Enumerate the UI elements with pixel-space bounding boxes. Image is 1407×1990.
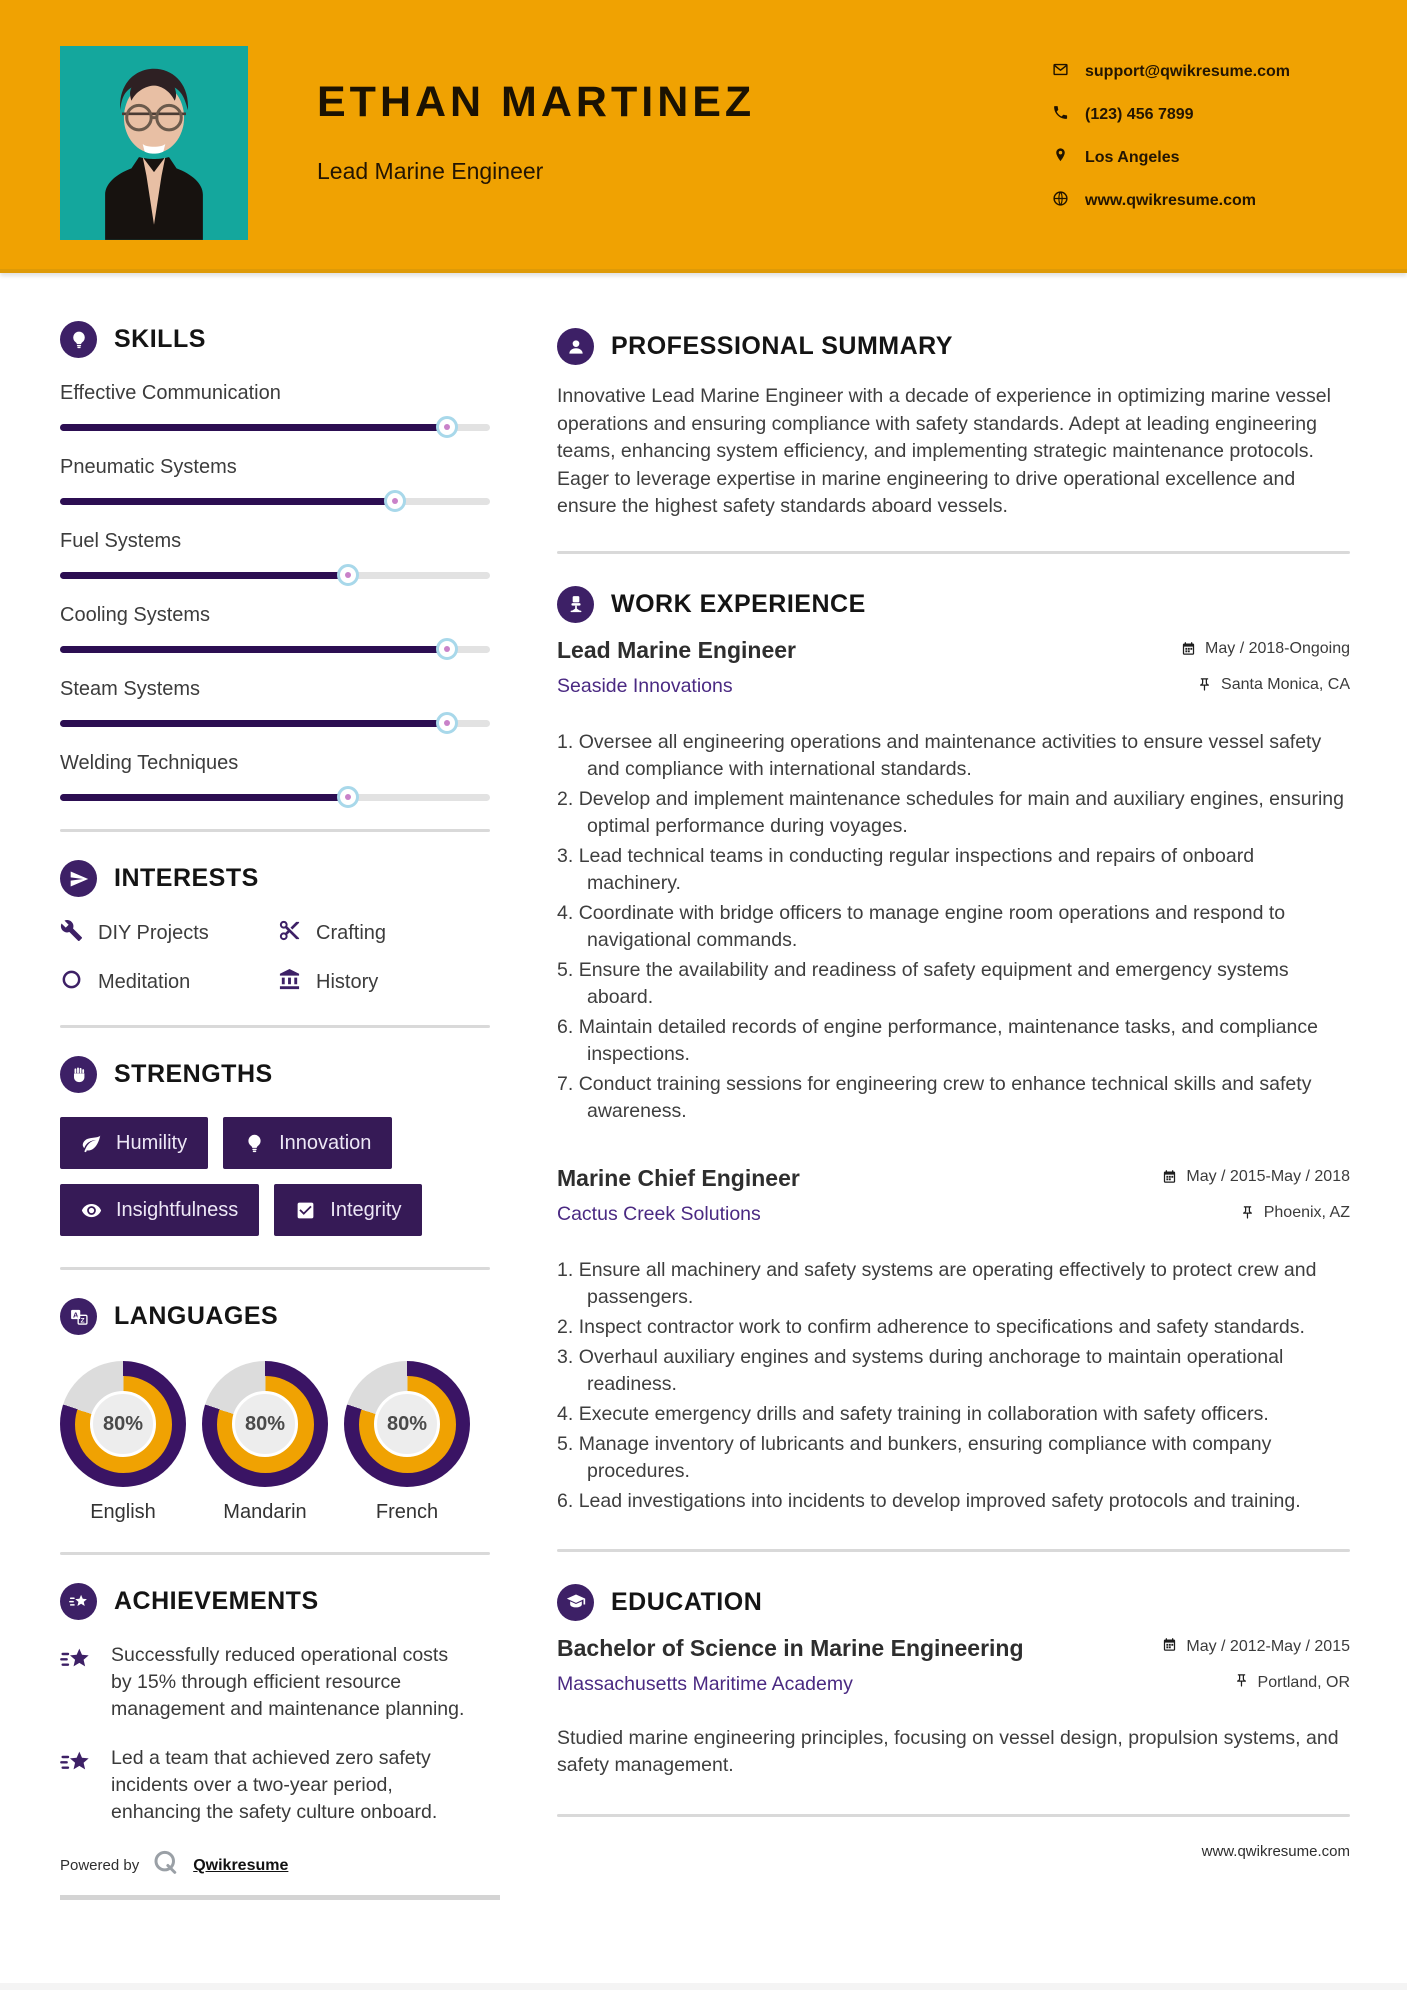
skills-section-header	[60, 321, 490, 358]
candidate-name: ETHAN MARTINEZ	[317, 78, 756, 126]
skill-slider[interactable]	[60, 498, 490, 505]
powered-by	[60, 1848, 490, 1883]
contact-text: www.qwikresume.com	[1085, 191, 1257, 209]
job-bullet: Inspect contractor work to confirm adherence to specifications and safety standards.	[578, 1315, 1305, 1338]
pin-icon	[1052, 147, 1069, 169]
contact-text: support@qwikresume.com	[1085, 62, 1290, 80]
skill-row	[60, 678, 490, 727]
skill-slider[interactable]	[60, 720, 490, 727]
job-bullet: Lead investigations into incidents to develop improved safety protocols and training.	[578, 1489, 1301, 1512]
interest-label: DIY Projects	[98, 922, 209, 944]
education-section-header	[557, 1584, 1350, 1621]
strengths-chips	[60, 1117, 490, 1251]
contact-globe[interactable]	[1052, 179, 1290, 222]
sidebar-divider	[60, 1025, 490, 1028]
skill-label: Steam Systems	[60, 678, 201, 700]
language-gauge	[344, 1361, 470, 1524]
calendar-icon	[1162, 1637, 1177, 1657]
skill-label: Welding Techniques	[60, 752, 239, 774]
powered-by-label: Powered by	[60, 1857, 140, 1874]
slider-thumb[interactable]	[436, 416, 458, 438]
skill-row	[60, 530, 490, 579]
achievement-text: Successfully reduced operational costs by 15% through efficient resource management and maintenance planning.	[111, 1644, 465, 1720]
interests-grid	[60, 919, 490, 997]
main-divider	[557, 1549, 1350, 1552]
sidebar-divider	[60, 1552, 490, 1555]
circle-icon	[60, 968, 83, 997]
skills-title: SKILLS	[114, 325, 206, 353]
strength-label: Innovation	[279, 1131, 372, 1154]
qwikresume-link[interactable]: Qwikresume	[193, 1856, 289, 1874]
language-gauge	[60, 1361, 186, 1524]
strength-label: Insightfulness	[116, 1198, 239, 1221]
language-gauge	[202, 1361, 328, 1524]
skills-list	[60, 382, 490, 801]
avatar	[60, 46, 248, 240]
skill-label: Pneumatic Systems	[60, 456, 237, 478]
candidate-role: Lead Marine Engineer	[317, 158, 544, 184]
interest-label: History	[316, 971, 379, 993]
main-column	[557, 273, 1350, 1860]
summary-section-header	[557, 328, 1350, 365]
svg-text:A: A	[72, 1309, 78, 1319]
main-divider	[557, 1814, 1350, 1817]
language-percent: 80%	[374, 1391, 440, 1457]
slider-thumb[interactable]	[384, 490, 406, 512]
slider-thumb[interactable]	[337, 786, 359, 808]
website-link[interactable]: www.qwikresume.com	[1201, 1842, 1350, 1860]
eye-icon	[81, 1200, 102, 1221]
education-entry	[557, 1635, 1350, 1780]
scissors-icon	[278, 919, 301, 948]
skill-label: Cooling Systems	[60, 604, 211, 626]
fist-icon	[60, 1056, 97, 1093]
job-dates: May / 2015-May / 2018	[1186, 1167, 1350, 1185]
check-icon	[295, 1200, 316, 1221]
language-label: French	[375, 1501, 439, 1523]
language-label: English	[90, 1501, 156, 1523]
svg-text:Z: Z	[80, 1317, 85, 1324]
job-bullet: Execute emergency drills and safety training in collaboration with safety officers.	[578, 1402, 1269, 1425]
paper-plane-icon	[60, 860, 97, 897]
strengths-section-header	[60, 1056, 490, 1093]
contact-pin[interactable]	[1052, 136, 1290, 179]
strength-chip	[60, 1184, 259, 1236]
languages-section-header	[60, 1298, 490, 1335]
job-title: Marine Chief Engineer	[557, 1164, 800, 1191]
interest-label: Crafting	[316, 922, 387, 944]
envelope-icon	[1052, 61, 1069, 83]
job-title: Lead Marine Engineer	[557, 636, 797, 663]
job-bullet: Develop and implement maintenance schedules for main and auxiliary engines, ensuring optimal performance during voyages.	[578, 787, 1344, 837]
job-bullet: Ensure the availability and readiness of safety equipment and emergency systems aboard.	[578, 958, 1289, 1008]
jobs-list	[557, 637, 1350, 1515]
company-link[interactable]: Seaside Innovations	[557, 674, 733, 697]
translate-icon	[60, 1298, 97, 1335]
job-bullet: Manage inventory of lubricants and bunkers, ensuring compliance with company procedures.	[578, 1432, 1272, 1482]
graduation-icon	[557, 1584, 594, 1621]
achievements-section-header	[60, 1583, 490, 1620]
interests-title: INTERESTS	[114, 864, 259, 892]
achievement-item	[60, 1642, 490, 1723]
phone-icon	[1052, 104, 1069, 126]
interest-item	[278, 968, 490, 997]
qwikresume-logo-icon	[151, 1848, 181, 1883]
job-location: Phoenix, AZ	[1263, 1203, 1350, 1221]
work-section-header	[557, 586, 1350, 623]
leaf-icon	[81, 1133, 102, 1154]
office-chair-icon	[557, 586, 594, 623]
shooting-star-icon	[60, 1745, 92, 1826]
shooting-star-icon	[60, 1583, 97, 1620]
job-bullet: Conduct training sessions for engineering crew to enhance technical skills and safety awareness.	[578, 1072, 1312, 1122]
achievement-text: Led a team that achieved zero safety incidents over a two-year period, enhancing the safety culture onboard.	[111, 1747, 438, 1823]
contact-phone[interactable]	[1052, 93, 1290, 136]
job-bullets	[557, 729, 1350, 1125]
languages-donuts	[60, 1361, 490, 1524]
language-label: Mandarin	[223, 1501, 307, 1523]
contact-text: Los Angeles	[1085, 148, 1180, 166]
bulb-icon	[60, 321, 97, 358]
skill-label: Fuel Systems	[60, 530, 182, 552]
slider-thumb[interactable]	[436, 638, 458, 660]
summary-text: Innovative Lead Marine Engineer with a decade of experience in optimizing marine vessel operations and ensuring compliance with safety standards. Adept at leading engineering teams, enhancing system efficiency, and implementing strategic maintenance protocols. Eager to leverage expertise in marine engineering to drive operational excellence and ensure the highest safety standards aboard vessels.	[557, 385, 1331, 517]
skill-slider[interactable]	[60, 794, 490, 801]
strength-chip	[60, 1117, 208, 1169]
education-location: Portland, OR	[1257, 1673, 1350, 1691]
wrench-icon	[60, 919, 83, 948]
school-link[interactable]: Massachusetts Maritime Academy	[557, 1672, 853, 1695]
language-percent: 80%	[90, 1391, 156, 1457]
main-divider	[557, 551, 1350, 554]
header-banner	[0, 0, 1407, 273]
pushpin-icon	[1234, 1673, 1249, 1693]
interest-label: Meditation	[98, 971, 191, 993]
education-dates: May / 2012-May / 2015	[1186, 1637, 1350, 1655]
globe-icon	[1052, 190, 1069, 212]
pushpin-icon	[1197, 677, 1212, 692]
job-bullets	[557, 1257, 1350, 1515]
skill-slider[interactable]	[60, 572, 490, 579]
education-description: Studied marine engineering principles, focusing on vessel design, propulsion systems, and safety management.	[557, 1726, 1339, 1776]
strength-label: Integrity	[330, 1198, 402, 1221]
skill-row	[60, 382, 490, 431]
shooting-star-icon	[60, 1642, 92, 1723]
contact-list	[1052, 50, 1290, 222]
job-bullet: Maintain detailed records of engine performance, maintenance tasks, and compliance inspections.	[578, 1015, 1318, 1065]
achievement-item	[60, 1745, 490, 1826]
education-title: EDUCATION	[611, 1587, 763, 1616]
contact-envelope[interactable]	[1052, 50, 1290, 93]
job-bullet: Lead technical teams in conducting regular inspections and repairs of onboard machinery.	[578, 844, 1255, 894]
interest-item	[278, 919, 490, 948]
pushpin-icon	[1240, 1205, 1255, 1220]
profile-photo	[60, 46, 248, 240]
interest-item	[60, 968, 278, 997]
strengths-title: STRENGTHS	[114, 1060, 273, 1088]
sidebar-divider	[60, 1267, 490, 1270]
job-bullet: Coordinate with bridge officers to manage engine room operations and respond to navigational commands.	[578, 901, 1286, 951]
job-entry	[557, 1165, 1350, 1515]
job-location: Santa Monica, CA	[1221, 675, 1350, 693]
contact-text: (123) 456 7899	[1085, 105, 1194, 123]
job-bullet: Overhaul auxiliary engines and systems during anchorage to maintain operational readiness.	[578, 1345, 1284, 1395]
interests-section-header	[60, 860, 490, 897]
achievements-title: ACHIEVEMENTS	[114, 1587, 319, 1615]
calendar-icon	[1162, 1169, 1177, 1184]
achievements-list	[60, 1642, 490, 1826]
language-percent: 80%	[232, 1391, 298, 1457]
interest-item	[60, 919, 278, 948]
bulb-icon	[244, 1133, 265, 1154]
bank-icon	[278, 968, 301, 997]
job-entry	[557, 637, 1350, 1125]
slider-thumb[interactable]	[436, 712, 458, 734]
slider-thumb[interactable]	[337, 564, 359, 586]
skill-row	[60, 604, 490, 653]
calendar-icon	[1181, 641, 1196, 656]
job-bullet: Ensure all machinery and safety systems are operating effectively to protect crew and passengers.	[578, 1258, 1317, 1308]
strength-chip	[274, 1184, 422, 1236]
sidebar-divider	[60, 829, 490, 832]
degree-title: Bachelor of Science in Marine Engineering	[557, 1634, 1024, 1661]
languages-title: LANGUAGES	[114, 1302, 279, 1330]
person-icon	[557, 328, 594, 365]
company-link[interactable]: Cactus Creek Solutions	[557, 1202, 761, 1225]
skill-row	[60, 752, 490, 801]
skill-row	[60, 456, 490, 505]
sidebar-column	[60, 273, 490, 1900]
page-edge	[0, 1983, 1407, 1990]
job-dates: May / 2018-Ongoing	[1205, 639, 1350, 657]
skill-slider[interactable]	[60, 646, 490, 653]
job-bullet: Oversee all engineering operations and maintenance activities to ensure vessel safety and compliance with international standards.	[578, 730, 1322, 780]
skill-label: Effective Communication	[60, 382, 281, 404]
skill-slider[interactable]	[60, 424, 490, 431]
summary-title: PROFESSIONAL SUMMARY	[611, 332, 953, 360]
footer-bar	[60, 1895, 500, 1900]
strength-chip	[223, 1117, 392, 1169]
work-title: WORK EXPERIENCE	[611, 589, 866, 618]
strength-label: Humility	[116, 1131, 188, 1154]
